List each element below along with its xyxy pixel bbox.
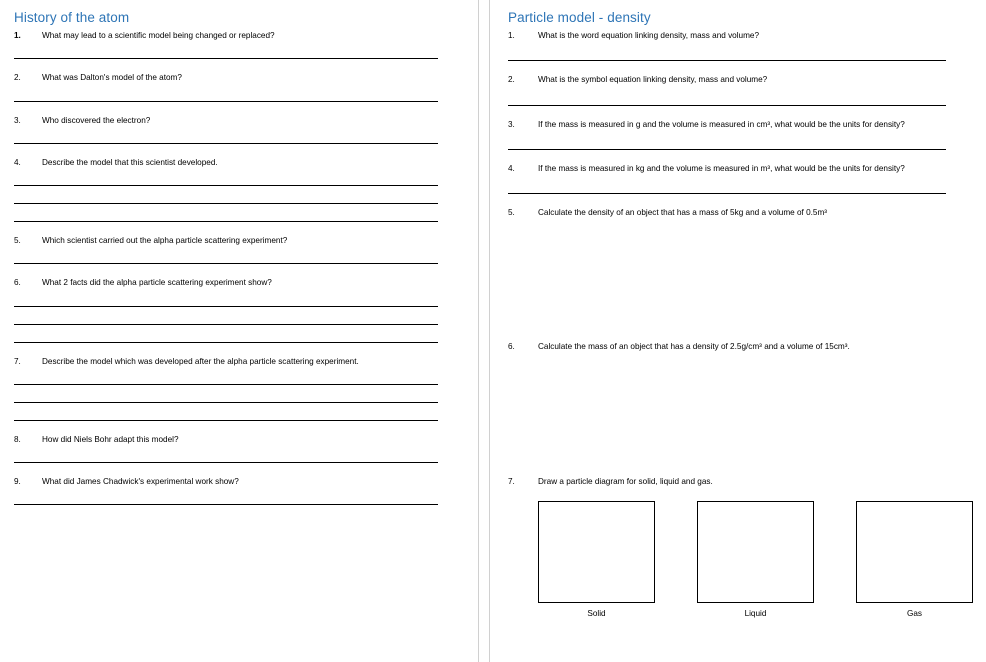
diagram-label: Gas	[906, 608, 923, 618]
answer-line[interactable]	[14, 324, 438, 325]
spacer	[508, 106, 946, 120]
answer-line[interactable]	[14, 185, 438, 186]
question-number: 4.	[14, 157, 21, 167]
question-item	[14, 278, 438, 342]
question-text: Which scientist carried out the alpha particle scattering experiment?	[42, 236, 288, 245]
question-item	[508, 120, 946, 150]
question-number: 5.	[508, 208, 515, 217]
answer-workspace[interactable]	[508, 353, 946, 415]
spacer	[14, 144, 438, 158]
drawing-box-gas[interactable]	[856, 501, 973, 603]
question-text: What is the symbol equation linking density, mass and volume?	[538, 75, 768, 85]
answer-line[interactable]	[14, 203, 438, 204]
question-item	[508, 164, 946, 194]
question-item	[508, 31, 946, 61]
question-item	[14, 435, 438, 463]
spacer	[14, 102, 438, 116]
answer-workspace[interactable]	[508, 280, 946, 342]
spacer	[508, 61, 946, 75]
page-particle-model-density	[490, 0, 986, 662]
question-item	[508, 477, 946, 618]
answer-line[interactable]	[14, 402, 438, 403]
page-history-of-the-atom	[0, 0, 478, 662]
spacer	[14, 264, 438, 278]
question-text: What did James Chadwick's experimental work show?	[42, 477, 239, 486]
answer-workspace[interactable]	[508, 218, 946, 280]
question-text: Describe the model which was developed after the alpha particle scattering experiment.	[42, 356, 359, 366]
spacer	[14, 222, 438, 236]
page-title: History of the atom	[14, 10, 130, 25]
question-item	[14, 73, 438, 101]
answer-line[interactable]	[14, 504, 438, 505]
drawing-box-liquid[interactable]	[697, 501, 814, 603]
answer-lines[interactable]	[14, 504, 438, 505]
question-number: 3.	[14, 115, 21, 125]
question-text: Draw a particle diagram for solid, liquid and gas.	[538, 476, 713, 486]
question-number: 7.	[508, 476, 515, 486]
question-item	[14, 357, 438, 421]
question-text: Describe the model that this scientist developed.	[42, 157, 218, 167]
question-text: What is the word equation linking density, mass and volume?	[538, 31, 760, 40]
question-list-right	[508, 31, 946, 618]
question-item	[14, 116, 438, 144]
question-number: 2.	[14, 73, 21, 83]
diagram-label: Solid	[587, 608, 606, 618]
question-item	[14, 158, 438, 222]
question-list-left	[14, 31, 438, 505]
question-text: What was Dalton's model of the atom?	[42, 73, 182, 83]
question-item	[14, 236, 438, 264]
question-text: What 2 facts did the alpha particle scattering experiment show?	[42, 278, 272, 288]
answer-workspace[interactable]	[508, 415, 946, 477]
question-item	[508, 208, 946, 342]
question-text: Calculate the density of an object that has a mass of 5kg and a volume of 0.5m³	[538, 208, 828, 217]
page-divider	[478, 0, 490, 662]
question-text: What may lead to a scientific model being changed or replaced?	[42, 31, 275, 40]
spacer	[508, 194, 946, 208]
spacer	[508, 150, 946, 164]
answer-line[interactable]	[14, 384, 438, 385]
spacer	[14, 463, 438, 477]
question-item	[14, 31, 438, 59]
question-number: 4.	[508, 163, 515, 173]
question-number: 5.	[14, 236, 21, 245]
question-number: 8.	[14, 434, 21, 444]
particle-diagram-boxes	[508, 501, 946, 618]
question-number: 9.	[14, 477, 21, 486]
question-number: 6.	[14, 278, 21, 288]
diagram-cell-solid	[538, 501, 655, 618]
question-number: 7.	[14, 356, 21, 366]
question-number: 3.	[508, 119, 515, 129]
spacer	[14, 421, 438, 435]
spacer	[14, 59, 438, 73]
answer-lines[interactable]	[14, 384, 438, 421]
question-number: 6.	[508, 342, 515, 352]
page-title: Particle model - density	[508, 10, 651, 25]
question-text: How did Niels Bohr adapt this model?	[42, 434, 179, 444]
answer-lines[interactable]	[14, 185, 438, 222]
answer-line[interactable]	[14, 306, 438, 307]
diagram-label: Liquid	[744, 608, 767, 618]
question-item	[508, 342, 946, 476]
question-text: If the mass is measured in g and the volume is measured in cm³, what would be the units for density?	[538, 119, 905, 129]
question-text: Calculate the mass of an object that has a density of 2.5g/cm³ and a volume of 15cm³.	[538, 342, 850, 352]
question-text: If the mass is measured in kg and the volume is measured in m³, what would be the units for density?	[538, 163, 905, 173]
question-number: 1.	[508, 31, 515, 40]
question-number: 2.	[508, 75, 515, 85]
answer-lines[interactable]	[14, 306, 438, 343]
spacer	[14, 343, 438, 357]
drawing-box-solid[interactable]	[538, 501, 655, 603]
diagram-cell-liquid	[697, 501, 814, 618]
question-number: 1.	[14, 31, 21, 40]
question-item	[14, 477, 438, 505]
question-text: Who discovered the electron?	[42, 115, 151, 125]
question-item	[508, 75, 946, 105]
diagram-cell-gas	[856, 501, 973, 618]
